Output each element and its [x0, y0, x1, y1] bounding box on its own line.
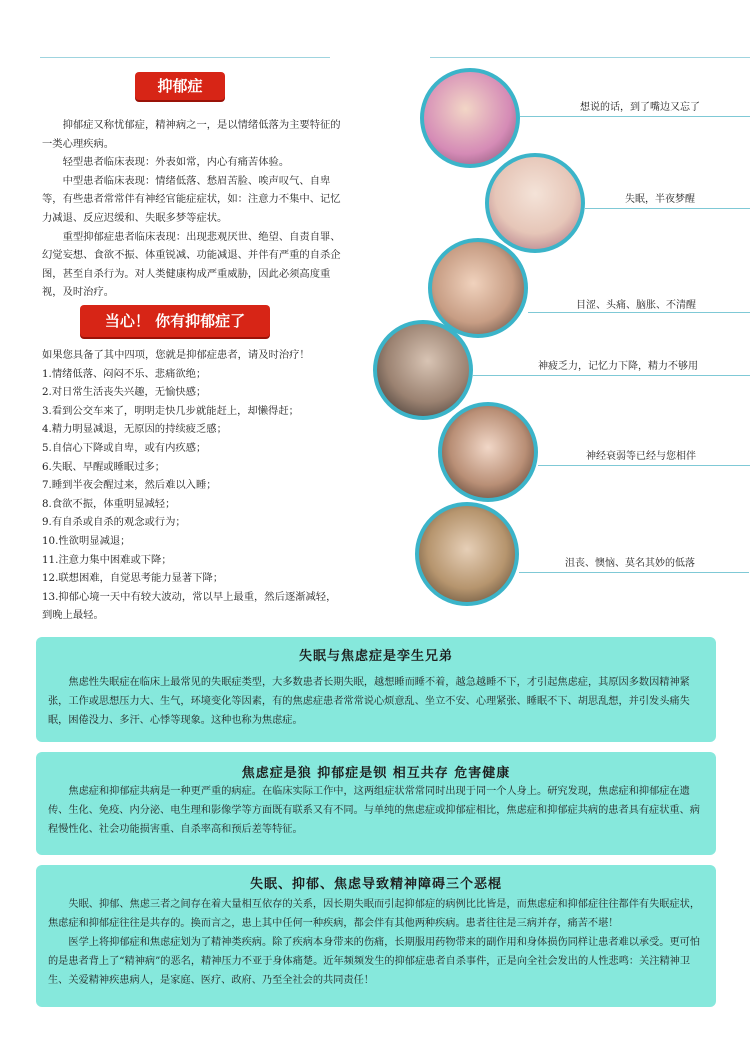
intro-paragraph: 中型患者临床表现：情绪低落、愁眉苦脸、唉声叹气、自卑等，有些患者常常伴有神经官能症症状，如：注意力不集中、记忆力减退、反应迟缓和、失眠多梦等症状。: [42, 174, 341, 224]
caption-rule: [538, 465, 750, 466]
checklist-item: 4.精力明显减退，无原因的持续疲乏感；: [42, 423, 227, 436]
caption-rule: [528, 312, 750, 313]
caption-rule: [519, 572, 749, 573]
checklist-item: 5.自信心下降或自卑，或有内疚感；: [42, 441, 207, 454]
box-paragraph: 焦虑性失眠症在临床上最常见的失眠症类型，大多数患者长期失眠，越想睡而睡不着，越急越睡不下，才引起焦虑症，其原因多数因精神紧张，工作或思想压力大、生气，环境变化等因素，有的焦虑症患者常常说心烦意乱、坐立不安、心理紧张、睡眠不下、胡思乱想，并引发头痛失眠，困倦没力、多汗、心悸等现象。这种也称为焦虑症。: [48, 677, 690, 726]
checklist-item: 1.情绪低落、闷闷不乐、悲痛欲绝；: [42, 367, 207, 380]
checklist-item: 9.有自杀或自杀的观念或行为；: [42, 516, 186, 529]
top-rule-left: [40, 57, 330, 58]
checklist-item: 10.性欲明显减退；: [42, 534, 131, 547]
checklist-item: 12.联想困难，自觉思考能力显著下降；: [42, 572, 224, 585]
checklist-intro: 如果您具备了其中四项，您就是抑郁症患者，请及时治疗！: [42, 349, 310, 361]
checklist-item: 7.睡到半夜会醒过来，然后难以入睡；: [42, 479, 217, 492]
stressed-person-photo: [415, 502, 519, 606]
symptom-caption: 目涩、头痛、脑胀、不清醒: [576, 300, 696, 311]
warning-title-badge: 当心！ 你有抑郁症了: [80, 305, 270, 337]
symptom-depressed-mood: [415, 502, 735, 622]
symptom-caption: 沮丧、懊恼、莫名其妙的低落: [565, 558, 695, 569]
checklist-item: 11.注意力集中困难或下降；: [42, 553, 172, 566]
intro-paragraph: 抑郁症又称忧郁症，精神病之一，是以情绪低落为主要特征的一类心理疾病。: [42, 119, 341, 150]
checklist-item: 3.看到公交车来了，明明走快几步就能赶上，却懒得赶；: [42, 404, 299, 417]
pensive-woman-photo: [438, 402, 538, 502]
symptom-caption: 神经衰弱等已经与您相伴: [586, 451, 696, 462]
symptom-checklist: [42, 346, 344, 625]
box-paragraph: 失眠、抑郁、焦虑三者之间存在着大量相互依存的关系，因长期失眠而引起抑郁症的病例比比皆是，而焦虑症和抑郁症往往都伴有失眠症状，焦虑症和抑郁症往往是共存的。换而言之，患上其中任何一种疾病，都会伴有其他两种疾病。患者往往是三病并存，痛苦不堪！: [48, 899, 701, 929]
caption-rule: [520, 116, 750, 117]
box-title: 失眠、抑郁、焦虑导致精神障碍三个恶棍: [249, 877, 502, 892]
box-paragraph: 焦虑症和抑郁症共病是一种更严重的病症。在临床实际工作中，这两组症状常常同时出现于同一个人身上。研究发现，焦虑症和抑郁症在遗传、生化、免疫、内分泌、电生理和影像学等方面既有联系又有不同。与单纯的焦虑症或抑郁症相比，焦虑症和抑郁症共病的患者具有症状重、病程慢性化、社会功能损害重、自杀率高和预后差等特征。: [48, 786, 700, 835]
top-rule-right: [430, 57, 750, 58]
checklist-item: 8.食欲不振，体重明显减轻；: [42, 497, 176, 510]
caption-rule: [585, 208, 750, 209]
checklist-item: 6.失眠、早醒或睡眠过多；: [42, 460, 166, 473]
intro-paragraph: 轻型患者临床表现：外表如常，内心有痛苦体验。: [62, 156, 290, 169]
info-box-three-villains: [36, 865, 716, 1007]
info-box-comorbidity: [36, 752, 716, 855]
symptom-caption: 失眠，半夜梦醒: [625, 194, 695, 205]
box-paragraph: 医学上将抑郁症和焦虑症划为了精神类疾病。除了疾病本身带来的伤痛，长期服用药物带来的副作用和身体损伤同样让患者难以承受。更可怕的是患者背上了“精神病”的恶名，精神压力不亚于身体痛楚。近年频频发生的抑郁症患者自杀事件，正是向全社会发出的人性悲鸣：关注精神卫生、关爱精神疾患病人，是家庭、医疗、政府、乃至全社会的共同责任！: [48, 937, 701, 986]
checklist-item: 13.抑郁心境一天中有较大波动，常以早上最重，然后逐渐减轻，到晚上最轻。: [42, 590, 337, 622]
symptom-caption: 神疲乏力，记忆力下降，精力不够用: [538, 361, 698, 372]
info-box-insomnia-anxiety: [36, 637, 716, 742]
intro-paragraph: 重型抑郁症患者临床表现：出现悲观厌世、绝望、自责自罪、幻觉妄想、食欲不振、体重锐减、功能减退、并伴有严重的自杀企图，甚至自杀行为。对人类健康构成严重威胁，因此必须高度重视，及时治疗。: [42, 230, 341, 299]
checklist-item: 2.对日常生活丧失兴趣，无愉快感；: [42, 386, 207, 399]
box-title: 失眠与焦虑症是孪生兄弟: [298, 649, 453, 664]
symptom-caption: 想说的话，到了嘴边又忘了: [580, 102, 700, 113]
caption-rule: [473, 375, 750, 376]
box-title: 焦虑症是狼 抑郁症是钡 相互共存 危害健康: [241, 766, 511, 781]
depression-intro: [42, 116, 344, 302]
depression-title-badge: 抑郁症: [135, 72, 225, 100]
